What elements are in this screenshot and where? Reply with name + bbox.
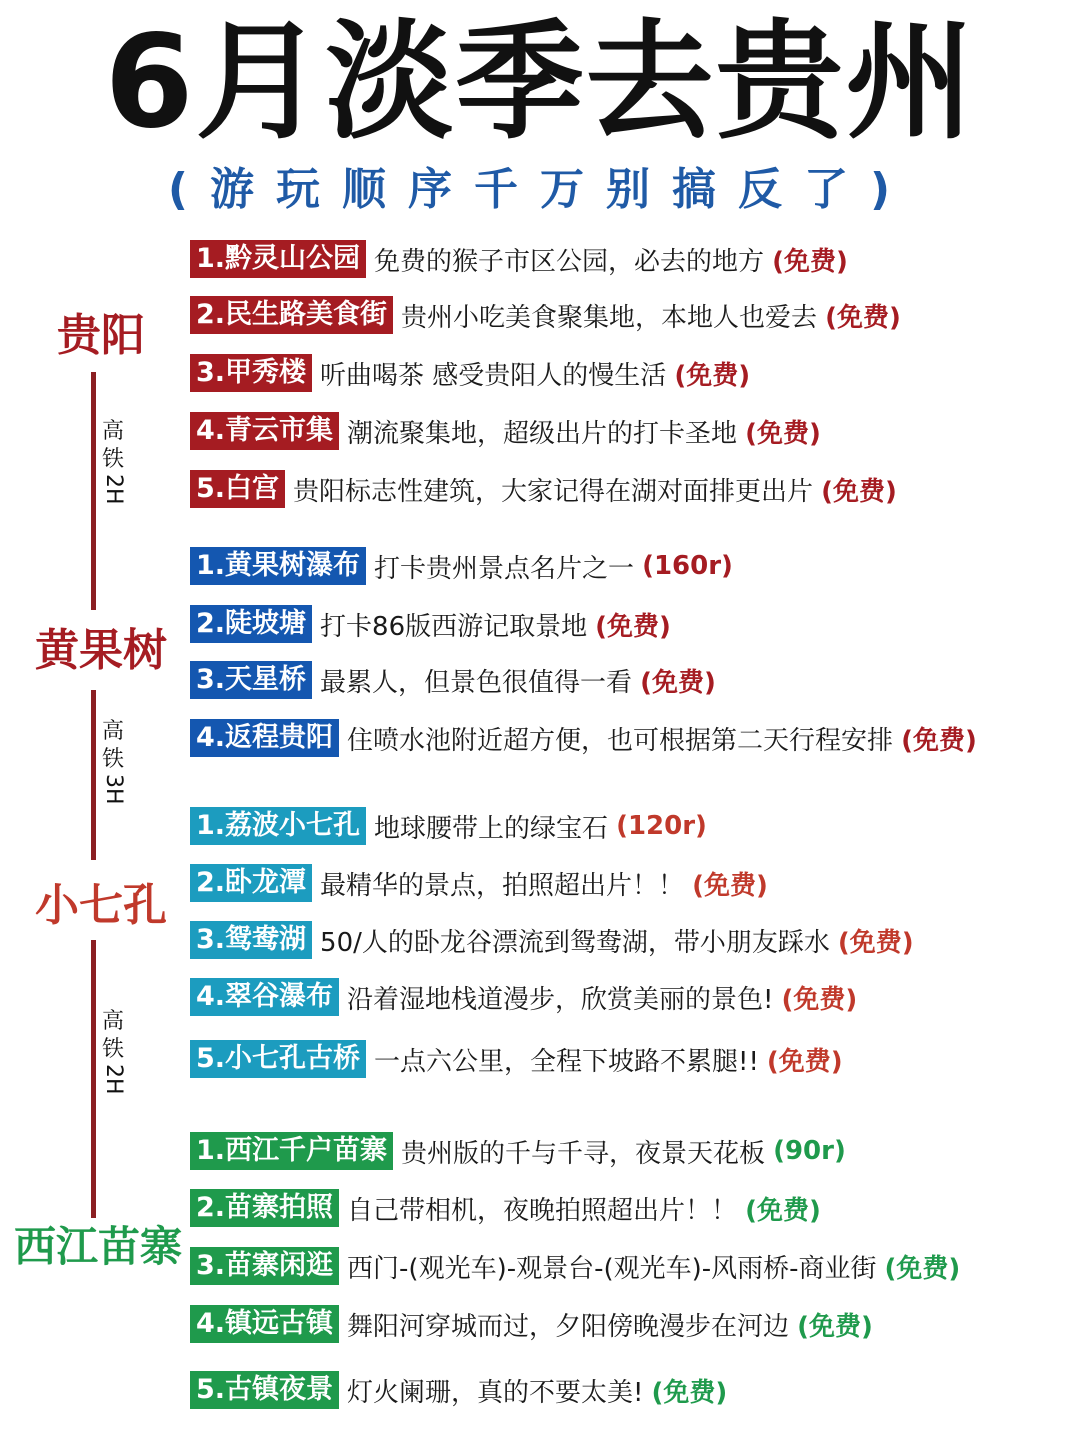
spot-tag: 3.天星桥 [190,661,312,699]
spot-price: (免费) [766,1046,843,1077]
itinerary-item [190,1246,960,1286]
spot-price: (免费) [884,1253,961,1284]
itinerary-item [190,660,716,700]
spot-tag: 4.翠谷瀑布 [190,978,339,1016]
itinerary-item [190,1131,846,1171]
spot-description: 灯火阑珊，真的不要太美! [347,1377,644,1408]
itinerary-item [190,718,977,758]
page-title: 6月淡季去贵州 [104,8,976,157]
itinerary-item [190,1188,821,1228]
spot-price: (90r) [773,1136,846,1166]
spot-description: 听曲喝茶 感受贵阳人的慢生活 [320,360,667,391]
spot-description: 贵州小吃美食聚集地，本地人也爱去 [401,302,818,333]
spot-description: 自己带相机，夜晚拍照超出片！！ [347,1195,738,1226]
city-xijiang: 西江苗寨 [13,1222,182,1271]
spot-description: 住喷水池附近超方便，也可根据第二天行程安排 [347,725,894,756]
spot-price: (免费) [745,418,821,449]
spot-price: (免费) [640,667,716,698]
spot-tag: 5.小七孔古桥 [190,1040,366,1078]
itinerary-item [190,977,857,1017]
spot-tag: 4.青云市集 [190,412,339,450]
spot-price: (免费) [772,246,848,277]
spot-price: (免费) [781,984,858,1015]
itinerary-item [190,920,914,960]
leg-train-3 [100,1008,126,1095]
spot-tag: 2.苗寨拍照 [190,1189,339,1227]
spot-price: (免费) [692,870,768,901]
spot-description: 舞阳河穿城而过，夕阳傍晚漫步在河边 [347,1311,790,1342]
itinerary-item [190,863,768,903]
itinerary-item [190,239,848,279]
page-subtitle: (游玩顺序千万别搞反了) [167,164,913,215]
spot-price: (120r) [616,811,707,841]
city-guiyang: 贵阳 [57,310,145,361]
spot-tag: 3.鸳鸯湖 [190,921,312,959]
spot-description: 沿着湿地栈道漫步，欣赏美丽的景色! [347,984,774,1015]
spot-tag: 1.西江千户苗寨 [190,1132,393,1170]
city-xiaoqikong: 小七孔 [35,880,167,931]
spot-tag: 2.民生路美食街 [190,296,393,334]
spot-price: (免费) [821,476,897,507]
spot-price: (160r) [642,551,733,581]
itinerary-item [190,806,707,846]
spot-tag: 1.黔灵山公园 [190,240,366,278]
itinerary-item [190,1304,873,1344]
itinerary-item [190,353,750,393]
timeline-line [91,372,96,610]
spot-description: 50/人的卧龙谷漂流到鸳鸯湖，带小朋友踩水 [320,927,830,958]
itinerary-item [190,411,821,451]
spot-description: 西门-(观光车)-观景台-(观光车)-风雨桥-商业街 [347,1253,877,1284]
timeline-line [91,940,96,1218]
spot-price: (免费) [745,1195,821,1226]
leg-mode: 高铁 [101,419,124,472]
leg-train-1 [100,418,126,505]
spot-tag: 4.返程贵阳 [190,719,339,757]
itinerary-item [190,469,897,509]
spot-tag: 5.古镇夜景 [190,1371,339,1409]
itinerary-item [190,1370,727,1410]
itinerary-item [190,604,671,644]
spot-tag: 2.陡坡塘 [190,605,312,643]
leg-duration: 3H [101,774,126,805]
spot-tag: 1.黄果树瀑布 [190,547,366,585]
itinerary-item [190,546,733,586]
spot-price: (免费) [674,360,751,391]
spot-description: 潮流聚集地，超级出片的打卡圣地 [347,418,738,449]
spot-description: 打卡86版西游记取景地 [320,611,588,642]
spot-price: (免费) [901,725,977,756]
itinerary-item [190,1039,843,1079]
spot-description: 最累人，但景色很值得一看 [320,667,633,698]
spot-description: 免费的猴子市区公园，必去的地方 [374,246,765,277]
leg-train-2 [100,718,126,805]
spot-tag: 1.荔波小七孔 [190,807,366,845]
spot-price: (免费) [595,611,671,642]
leg-mode: 高铁 [101,719,124,772]
spot-description: 贵阳标志性建筑，大家记得在湖对面排更出片 [293,476,814,507]
itinerary-item [190,295,901,335]
spot-price: (免费) [651,1377,728,1408]
spot-description: 打卡贵州景点名片之一 [374,553,635,584]
city-huangguoshu: 黄果树 [35,625,167,676]
spot-tag: 3.苗寨闲逛 [190,1247,339,1285]
spot-tag: 5.白宫 [190,470,285,508]
timeline-line [91,690,96,860]
spot-price: (免费) [837,927,914,958]
route-timeline [0,0,190,1440]
leg-duration: 2H [101,474,126,505]
spot-description: 贵州版的千与千寻，夜景天花板 [401,1138,766,1169]
spot-tag: 4.镇远古镇 [190,1305,339,1343]
spot-price: (免费) [797,1311,873,1342]
leg-mode: 高铁 [101,1009,124,1062]
spot-description: 地球腰带上的绿宝石 [374,813,609,844]
spot-description: 一点六公里，全程下坡路不累腿!! [374,1046,759,1077]
spot-tag: 2.卧龙潭 [190,864,312,902]
spot-description: 最精华的景点，拍照超出片！！ [320,870,685,901]
spot-price: (免费) [825,302,901,333]
spot-tag: 3.甲秀楼 [190,354,312,392]
leg-duration: 2H [101,1064,126,1095]
